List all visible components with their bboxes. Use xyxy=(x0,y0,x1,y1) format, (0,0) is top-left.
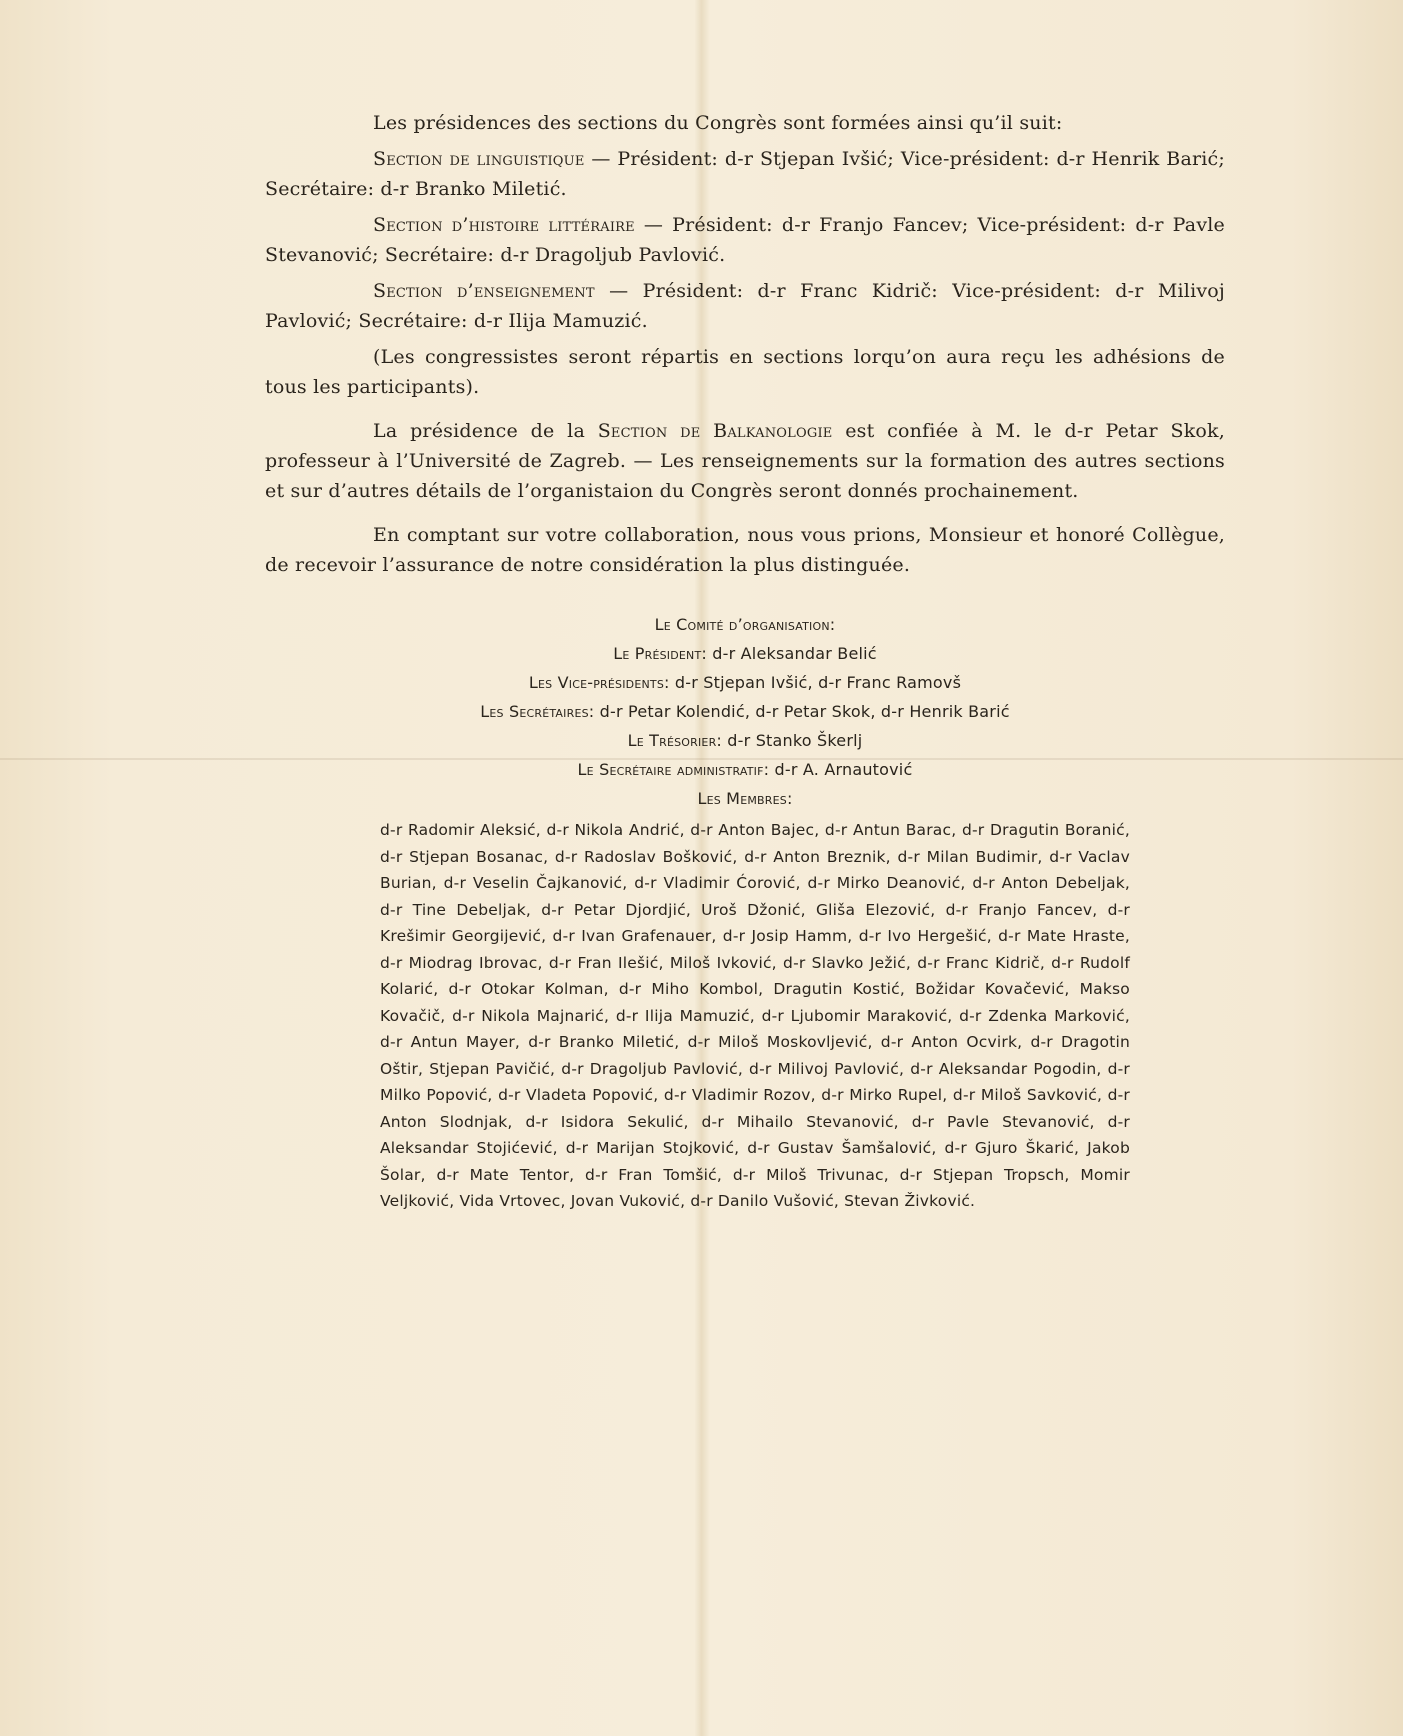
committee-role xyxy=(265,697,1225,726)
committee-role xyxy=(265,668,1225,697)
role-names: : d-r Petar Kolendić, d-r Petar Skok, d-r Henrik Barić xyxy=(588,702,1010,721)
letter-body xyxy=(265,108,1225,1215)
closing-paragraph: En comptant sur votre collaboration, nous vous prions, Monsieur et honoré Collègue, de recevoir l’assurance de notre considération la plus distinguée. xyxy=(265,524,1225,576)
balkanology-post: est confiée à M. le d-r Petar Skok, professeur à l’Université de Zagreb. — Les renseignements sur la formation des autres sections et sur d’autres détails de l’organistaion du Congrès seront donnés prochainement. xyxy=(265,420,1226,502)
intro-paragraph: Les présidences des sections du Congrès sont formées ainsi qu’il suit: xyxy=(373,112,1063,134)
committee-title: Le Comité d’organisation: xyxy=(654,615,836,634)
section-teaching xyxy=(265,276,1225,336)
balkanology-label: Section de Balkanologie xyxy=(597,420,833,442)
role-names: : d-r Stanko Škerlj xyxy=(716,731,863,750)
role-label: Les Secrétaires xyxy=(480,702,589,721)
section-label: Section de linguistique xyxy=(373,148,585,170)
committee-role xyxy=(265,639,1225,668)
section-linguistics xyxy=(265,144,1225,204)
role-names: : d-r Aleksandar Belić xyxy=(701,644,877,663)
organizing-committee xyxy=(265,610,1225,813)
role-label: Le Président xyxy=(613,644,702,663)
sections-note: (Les congressistes seront répartis en sections lorqu’on aura reçu les adhésions de tous les participants). xyxy=(265,346,1225,398)
members-list: d-r Radomir Aleksić, d-r Nikola Andrić, d-r Anton Bajec, d-r Antun Barac, d-r Dragutin Boranić, d-r Stjepan Bosanac, d-r Radoslav Bošković, d-r Anton Breznik, d-r Milan Budimir, d-r Vaclav Burian, d-r Veselin Čajkanović, d-r Vladimir Ćorović, d-r Mirko Deanović, d-r Anton Debeljak, d-r Tine Debeljak, d-r Petar Djordjić, Uroš Džonić, Gliša Elezović, d-r Franjo Fancev, d-r Krešimir Georgijević, d-r Ivan Grafenauer, d-r Josip Hamm, d-r Ivo Hergešić, d-r Mate Hraste, d-r Miodrag Ibrovac, d-r Fran Ilešić, Miloš Ivković, d-r Slavko Ježić, d-r Franc Kidrič, d-r Rudolf Kolarić, d-r Otokar Kolman, d-r Miho Kombol, Dragutin Kostić, Božidar Kovačević, Makso Kovačič, d-r Nikola Majnarić, d-r Ilija Mamuzić, d-r Ljubomir Maraković, d-r Zdenka Marković, d-r Antun Mayer, d-r Branko Miletić, d-r Miloš Moskovljević, d-r Anton Ocvirk, d-r Dragotin Oštir, Stjepan Pavičić, d-r Dragoljub Pavlović, d-r Milivoj Pavlović, d-r Aleksandar Pogodin, d-r Milko Popović, d-r Vladeta Popović, d-r Vladimir Rozov, d-r Mirko Rupel, d-r Miloš Savković, d-r Anton Slodnjak, d-r Isidora Sekulić, d-r Mihailo Stevanović, d-r Pavle Stevanović, d-r Aleksandar Stojićević, d-r Marijan Stojković, d-r Gustav Šamšalović, d-r Gjuro Škarić, Jakob Šolar, d-r Mate Tentor, d-r Fran Tomšić, d-r Miloš Trivunac, d-r Stjepan Tropsch, Momir Veljković, Vida Vrtovec, Jovan Vuković, d-r Danilo Vušović, Stevan Živković. xyxy=(380,821,1130,1210)
section-label: Section d’enseignement xyxy=(373,280,595,302)
role-label: Les Vice-présidents xyxy=(528,673,665,692)
balkanology-pre: La présidence de la xyxy=(373,420,598,442)
committee-role xyxy=(265,755,1225,784)
members-title: Les Membres: xyxy=(697,789,793,808)
role-label: Le Secrétaire administratif xyxy=(577,760,764,779)
section-label: Section d’histoire littéraire xyxy=(373,214,635,236)
section-officers: — Président: d-r Franc Kidrič: Vice-président: d-r Milivoj Pavlović; Secrétaire: d-r Ilija Mamuzić. xyxy=(265,280,1226,332)
section-officers: — Président: d-r Franjo Fancev; Vice-président: d-r Pavle Stevanović; Secrétaire: d-r Dragoljub Pavlović. xyxy=(265,214,1225,266)
role-names: : d-r A. Arnautović xyxy=(763,760,913,779)
role-label: Le Trésorier xyxy=(627,731,717,750)
role-names: : d-r Stjepan Ivšić, d-r Franc Ramovš xyxy=(664,673,962,692)
balkanology-paragraph xyxy=(265,416,1225,506)
committee-role xyxy=(265,726,1225,755)
section-literary-history xyxy=(265,210,1225,270)
section-officers: — Président: d-r Stjepan Ivšić; Vice-président: d-r Henrik Barić; Secrétaire: d-r Branko Miletić. xyxy=(265,148,1225,200)
